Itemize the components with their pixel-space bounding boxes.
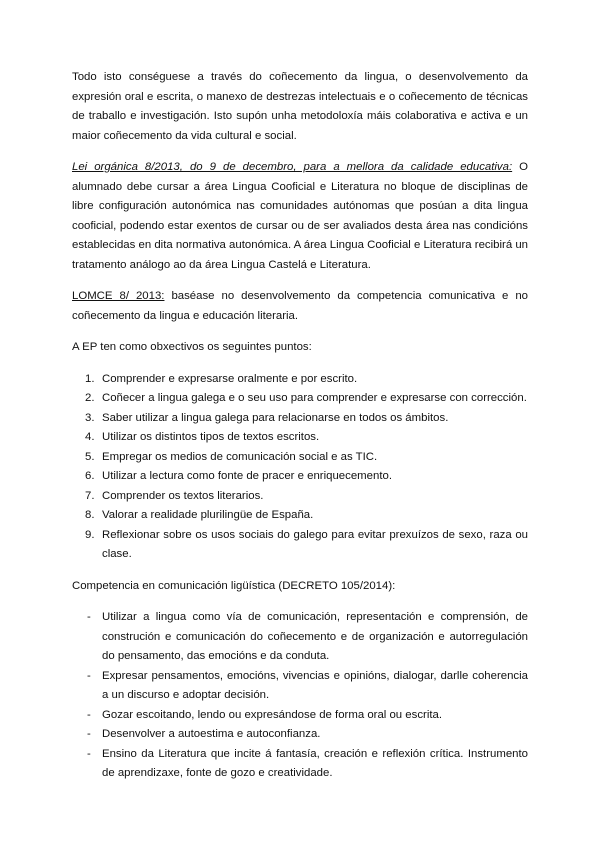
list-item: 7. Comprender os textos literarios. (85, 489, 264, 502)
lomce-paragraph (72, 287, 528, 326)
list-item: - Utilizar a lingua como vía de comunicación, representación e comprensión, de construción e comunicación do coñecemento e de organización e autorregulación do pensamento, das emocións e da conduta. (87, 611, 528, 662)
list-item: 4. Utilizar os distintos tipos de textos escritos. (85, 431, 320, 443)
objectives-list (72, 370, 528, 565)
list-item: 6. Utilizar a lectura como fonte de pracer e enriquecemento. (85, 470, 392, 482)
competencia-list (72, 608, 528, 784)
document-page (72, 68, 528, 784)
list-item: - Ensino da Literatura que incite á fantasía, creación e reflexión crítica. Instrumento de aprendizaxe, fonte de gozo e creatividade. (87, 747, 528, 779)
list-item: 5. Empregar os medios de comunicación social e as TIC. (85, 450, 378, 463)
list-item: 8. Valorar a realidade plurilingüe de España. (85, 509, 314, 521)
list-item: 1. Comprender e expresarse oralmente e por escrito. (85, 372, 358, 385)
competencia-intro: Competencia en comunicación ligüística (DECRETO 105/2014): (72, 579, 396, 592)
lomce-text: baséase no desenvolvemento da competencia comunicativa e no coñecemento da lingua e educación literaria. (72, 290, 529, 322)
objectives-intro: A EP ten como obxectivos os seguintes puntos: (72, 341, 312, 353)
lomce-reference: LOMCE 8/ 2013: (72, 290, 165, 302)
list-item: - Expresar pensamentos, emocións, vivencias e opinións, dialogar, darlle coherencia a un discurso e adoptar decisión. (87, 669, 528, 701)
list-item: 3. Saber utilizar a lingua galega para relacionarse en todos os ámbitos. (85, 411, 449, 424)
lei-organica-text: O alumnado debe cursar a área Lingua Cooficial e Literatura no bloque de disciplinas de libre configuración autonómica nas comunidades autónomas que posúan a dita lingua cooficial, podendo estar exentos de cursar ou de ser avaliados desta área nas condicións establecidas en dita normativa autonómica. A área Lingua Cooficial e Literatura recibirá un tratamento análogo ao da área Lingua Castelá e Literatura. (72, 161, 529, 271)
lei-organica-reference: Lei orgánica 8/2013, do 9 de decembro, para a mellora da calidade educativa: (72, 161, 513, 173)
list-item: - Gozar escoitando, lendo ou expresándose de forma oral ou escrita. (87, 708, 443, 721)
list-item: 2. Coñecer a lingua galega e o seu uso para comprender e expresarse con corrección. (85, 392, 527, 404)
intro-paragraph: Todo isto conséguese a través do coñecemento da lingua, o desenvolvemento da expresión oral e escrita, o manexo de destrezas intelectuais e o coñecemento de técnicas de traballo e investigación. Isto supón unha metodoloxía máis colaborativa e activa e un maior coñecemento da vida cultural e social. (72, 71, 528, 142)
list-item: 9. Reflexionar sobre os usos sociais do galego para evitar prexuízos de sexo, raza ou clase. (85, 528, 528, 560)
list-item: - Desenvolver a autoestima e autoconfianza. (87, 728, 321, 740)
lei-organica-paragraph (72, 158, 528, 275)
